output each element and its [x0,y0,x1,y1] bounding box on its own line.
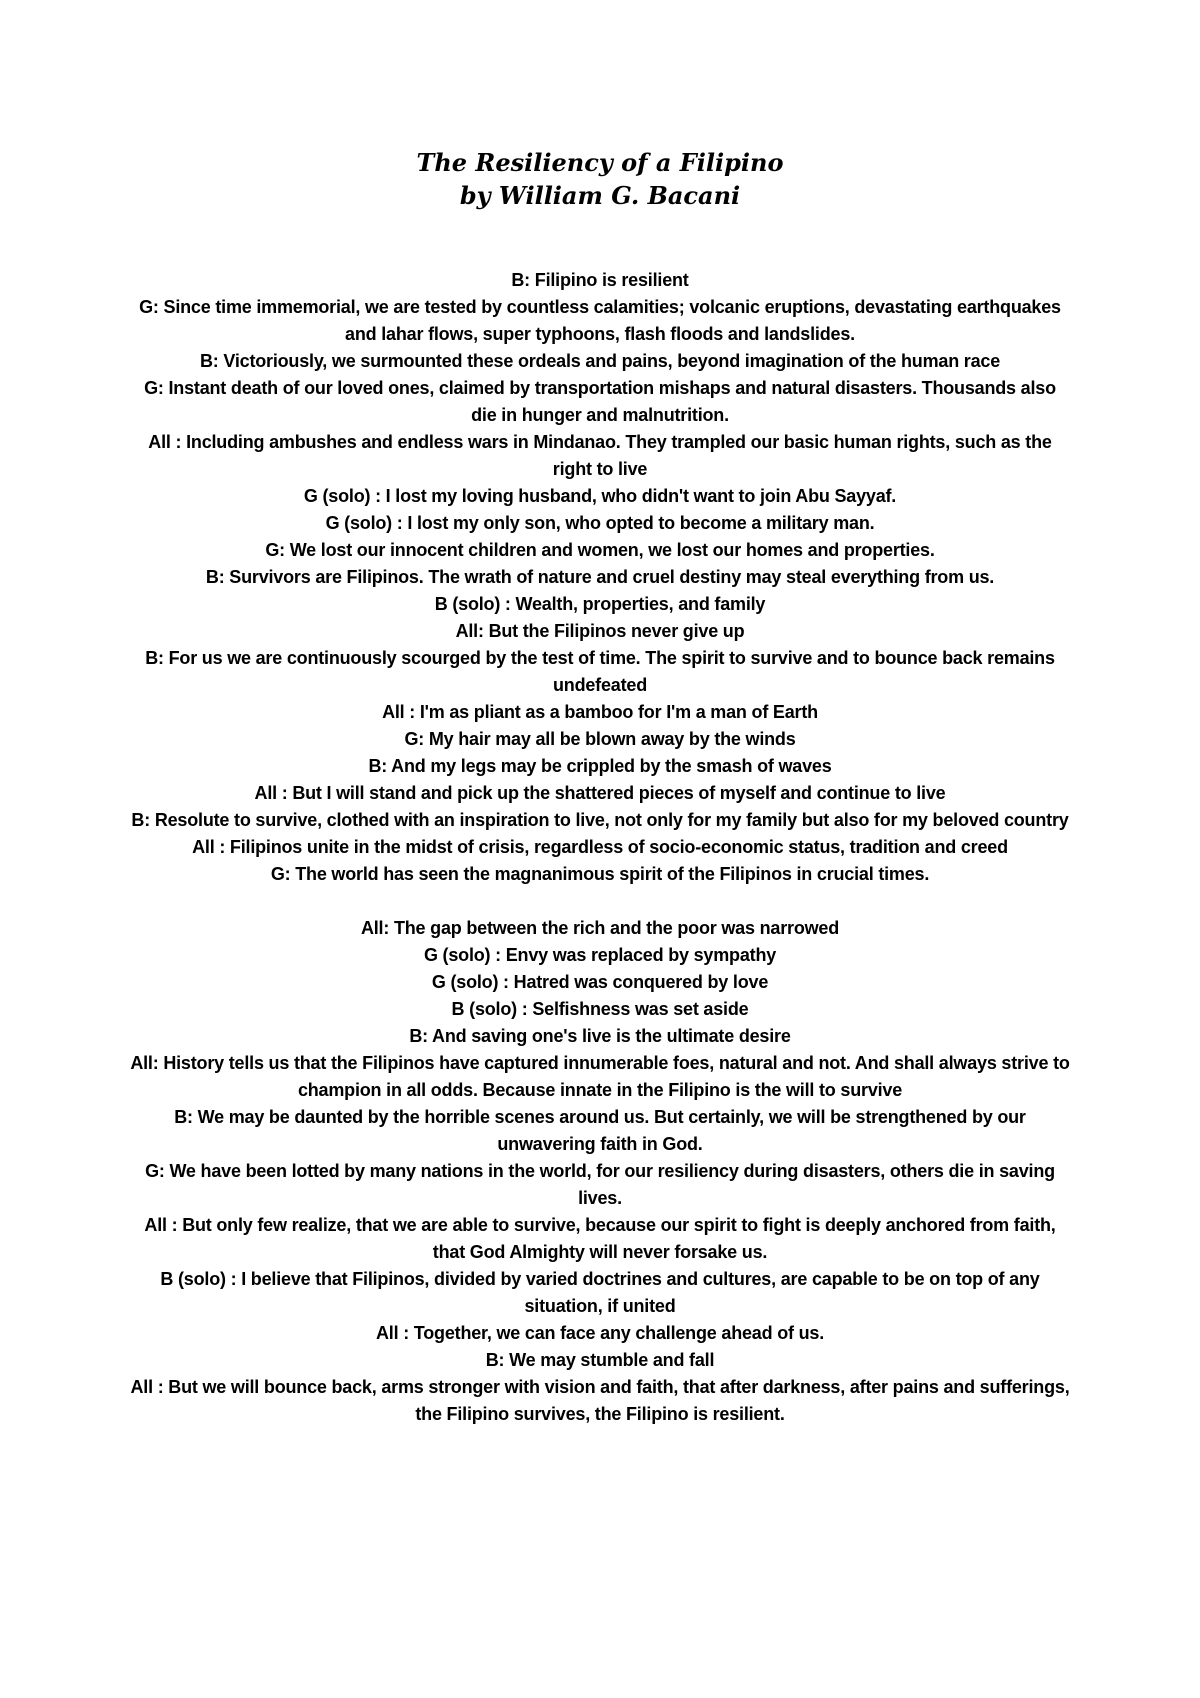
poem-title: The Resiliency of a Filipino [416,148,784,177]
poem-line: G: We lost our innocent children and women, we lost our homes and properties. [265,540,935,560]
poem-line: B: Filipino is resilient [511,270,689,290]
poem-line: All: The gap between the rich and the poor was narrowed [360,918,840,938]
poem-author: by William G. Bacani [459,181,741,210]
poem-line: B (solo) : I believe that Filipinos, divided by varied doctrines and cultures, are capable to be on top of any situation, if united [160,1269,1040,1316]
poem-line: B: Victoriously, we surmounted these ordeals and pains, beyond imagination of the human race [199,351,1001,371]
poem-line: B: We may stumble and fall [485,1350,715,1370]
title-block [0,146,1200,212]
poem-line: G (solo) : Hatred was conquered by love [431,972,769,992]
poem-part-2 [130,915,1070,1428]
poem-line: G: Instant death of our loved ones, claimed by transportation mishaps and natural disasters. Thousands also die in hunger and malnutrition. [144,378,1056,425]
poem-line: B (solo) : Selfishness was set aside [451,999,749,1019]
poem-body [130,267,1070,1428]
poem-line: G: My hair may all be blown away by the winds [404,729,796,749]
poem-line: B: Resolute to survive, clothed with an inspiration to live, not only for my family but also for my beloved country [131,810,1069,830]
poem-line: B: Survivors are Filipinos. The wrath of nature and cruel destiny may steal everything from us. [205,567,995,587]
poem-line: B (solo) : Wealth, properties, and family [434,594,766,614]
poem-line: G (solo) : I lost my only son, who opted to become a military man. [325,513,875,533]
poem-line: G (solo) : I lost my loving husband, who didn't want to join Abu Sayyaf. [303,486,897,506]
poem-line: B: For us we are continuously scourged by the test of time. The spirit to survive and to bounce back remains undefeated [145,648,1055,695]
poem-line: All : But we will bounce back, arms stronger with vision and faith, that after darkness, after pains and sufferings, the Filipino survives, the Filipino is resilient. [130,1377,1070,1424]
poem-line: All: But the Filipinos never give up [455,621,745,641]
poem-line: B: And my legs may be crippled by the smash of waves [368,756,832,776]
stanza-gap [130,888,1070,915]
poem-line: All : Together, we can face any challenge ahead of us. [376,1323,824,1343]
poem-line: All : But only few realize, that we are able to survive, because our spirit to fight is deeply anchored from faith, that God Almighty will never forsake us. [144,1215,1056,1262]
poem-line: All : Including ambushes and endless wars in Mindanao. They trampled our basic human rights, such as the right to live [148,432,1052,479]
poem-line: G: We have been lotted by many nations in the world, for our resiliency during disasters, others die in saving lives. [145,1161,1055,1208]
poem-line: All : But I will stand and pick up the shattered pieces of myself and continue to live [254,783,946,803]
poem-line: G: The world has seen the magnanimous spirit of the Filipinos in crucial times. [270,864,930,884]
poem-part-1 [130,267,1070,888]
poem-line: B: And saving one's live is the ultimate desire [409,1026,791,1046]
poem-line: All: History tells us that the Filipinos have captured innumerable foes, natural and not. And shall always strive to champion in all odds. Because innate in the Filipino is the will to survive [130,1053,1070,1100]
poem-line: G: Since time immemorial, we are tested by countless calamities; volcanic eruptions, devastating earthquakes and lahar flows, super typhoons, flash floods and landslides. [139,297,1061,344]
poem-line: All : I'm as pliant as a bamboo for I'm a man of Earth [382,702,818,722]
poem-line: All : Filipinos unite in the midst of crisis, regardless of socio-economic status, tradition and creed [192,837,1008,857]
poem-line: B: We may be daunted by the horrible scenes around us. But certainly, we will be strengthened by our unwavering faith in God. [174,1107,1026,1154]
poem-line: G (solo) : Envy was replaced by sympathy [423,945,777,965]
